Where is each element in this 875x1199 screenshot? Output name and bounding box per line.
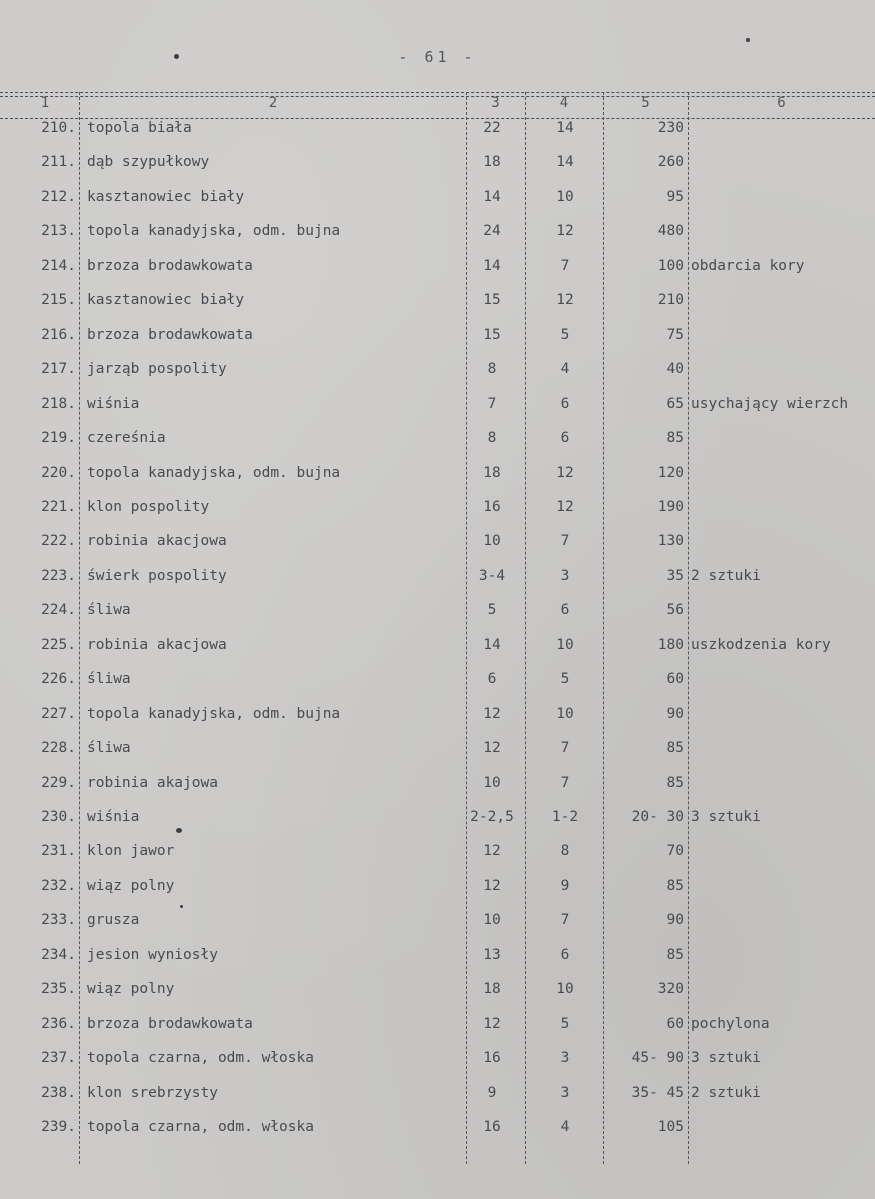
column-header: 4	[559, 95, 569, 111]
species-name: topola kanadyjska, odm. bujna	[87, 223, 341, 240]
value-col-5: 65	[666, 395, 684, 412]
value-col-3: 10	[483, 533, 501, 550]
value-col-5: 320	[657, 981, 684, 998]
species-name: wiąz polny	[87, 877, 175, 894]
value-col-3: 12	[483, 705, 501, 722]
value-col-5: 70	[666, 843, 684, 860]
remark: pochylona	[691, 1015, 770, 1032]
species-name: wiśnia	[87, 395, 140, 412]
species-name: topola kanadyjska, odm. bujna	[87, 464, 341, 481]
value-col-5: 35- 45	[631, 1084, 684, 1101]
value-col-4: 7	[560, 740, 570, 757]
value-col-3: 13	[483, 946, 501, 963]
value-col-4: 10	[556, 188, 574, 205]
species-name: topola kanadyjska, odm. bujna	[87, 705, 341, 722]
species-name: topola biała	[87, 120, 192, 136]
value-col-4: 12	[556, 292, 574, 309]
table-row	[0, 981, 875, 1015]
table-row	[0, 361, 875, 395]
table-row	[0, 189, 875, 223]
row-number: 218.	[41, 395, 76, 412]
row-number: 237.	[41, 1050, 76, 1067]
species-name: topola czarna, odm. włoska	[87, 1050, 314, 1067]
species-name: wiśnia	[87, 809, 140, 825]
species-name: brzoza brodawkowata	[87, 1015, 253, 1032]
species-name: brzoza brodawkowata	[87, 326, 253, 343]
value-col-5: 45- 90	[631, 1050, 684, 1067]
table-row	[0, 568, 875, 602]
value-col-3: 8	[487, 430, 497, 447]
value-col-5: 230	[657, 120, 684, 136]
species-name: dąb szypułkowy	[87, 154, 210, 171]
row-number: 236.	[41, 1015, 76, 1032]
value-col-3: 15	[483, 326, 501, 343]
value-col-3: 12	[483, 877, 501, 894]
value-col-4: 4	[560, 361, 570, 378]
value-col-3: 5	[487, 602, 497, 619]
species-name: brzoza brodawkowata	[87, 257, 253, 274]
row-number: 210.	[41, 120, 76, 136]
value-col-4: 10	[556, 981, 574, 998]
value-col-5: 56	[666, 602, 684, 619]
column-header: 5	[641, 95, 650, 111]
row-number: 231.	[41, 843, 76, 860]
row-number: 238.	[41, 1084, 76, 1101]
value-col-3: 8	[487, 361, 497, 378]
row-number: 215.	[41, 292, 76, 309]
species-name: kasztanowiec biały	[87, 292, 245, 309]
row-number: 214.	[41, 257, 76, 274]
value-col-3: 12	[483, 1015, 501, 1032]
table-row	[0, 843, 875, 877]
remark: usychający wierzch	[691, 395, 849, 412]
table-row	[0, 223, 875, 257]
table-row	[0, 878, 875, 912]
row-number: 225.	[41, 636, 76, 653]
row-number: 212.	[41, 188, 76, 205]
value-col-5: 60	[666, 1015, 684, 1032]
row-number: 228.	[41, 740, 76, 757]
species-name: jarząb pospolity	[87, 361, 227, 378]
table-row	[0, 1016, 875, 1050]
value-col-4: 6	[560, 946, 570, 963]
value-col-3: 15	[483, 292, 501, 309]
row-number: 235.	[41, 981, 76, 998]
remark: 2 sztuki	[691, 1084, 761, 1101]
table-row	[0, 258, 875, 292]
value-col-5: 260	[657, 154, 684, 171]
species-name: czereśnia	[87, 430, 166, 447]
value-col-4: 7	[560, 257, 570, 274]
value-col-4: 7	[560, 533, 570, 550]
value-col-5: 480	[657, 223, 684, 240]
table-row	[0, 120, 875, 154]
table-row	[0, 1119, 875, 1153]
row-number: 211.	[41, 154, 76, 171]
species-name: kasztanowiec biały	[87, 188, 245, 205]
species-name: śliwa	[87, 671, 131, 688]
value-col-3: 12	[483, 740, 501, 757]
value-col-5: 20- 30	[631, 809, 684, 825]
value-col-3: 10	[483, 912, 501, 929]
row-number: 239.	[41, 1119, 76, 1136]
speck	[174, 54, 179, 59]
value-col-5: 60	[666, 671, 684, 688]
value-col-3: 24	[483, 223, 501, 240]
table-row	[0, 465, 875, 499]
value-col-5: 190	[657, 498, 684, 515]
value-col-3: 18	[483, 154, 501, 171]
value-col-3: 10	[483, 774, 501, 791]
species-name: śliwa	[87, 740, 131, 757]
species-name: śliwa	[87, 602, 131, 619]
speck	[180, 905, 183, 908]
species-name: wiąz polny	[87, 981, 175, 998]
page-number: - 61 -	[398, 48, 477, 66]
table-row	[0, 499, 875, 533]
column-header: 6	[777, 95, 786, 111]
value-col-4: 12	[556, 498, 574, 515]
value-col-5: 95	[666, 188, 684, 205]
species-name: klon srebrzysty	[87, 1084, 218, 1101]
table-row	[0, 1085, 875, 1119]
value-col-4: 5	[560, 326, 570, 343]
column-header: 2	[268, 95, 278, 111]
row-number: 229.	[41, 774, 76, 791]
row-number: 216.	[41, 326, 76, 343]
value-col-5: 85	[666, 740, 684, 757]
value-col-5: 210	[657, 292, 684, 309]
value-col-5: 90	[666, 912, 684, 929]
value-col-4: 14	[556, 154, 574, 171]
speck	[746, 38, 750, 42]
row-number: 219.	[41, 430, 76, 447]
table-row	[0, 1050, 875, 1084]
value-col-5: 85	[666, 774, 684, 791]
value-col-3: 2-2,5	[470, 809, 514, 825]
table-row	[0, 327, 875, 361]
row-number: 213.	[41, 223, 76, 240]
species-name: jesion wyniosły	[87, 946, 218, 963]
species-name: robinia akajowa	[87, 774, 218, 791]
value-col-3: 9	[487, 1084, 497, 1101]
table-row	[0, 671, 875, 705]
row-number: 230.	[41, 809, 76, 825]
table-row	[0, 947, 875, 981]
value-col-5: 100	[657, 257, 684, 274]
species-name: klon pospolity	[87, 498, 210, 515]
species-name: topola czarna, odm. włoska	[87, 1119, 314, 1136]
value-col-4: 1-2	[551, 809, 579, 825]
table-row	[0, 775, 875, 809]
row-number: 222.	[41, 533, 76, 550]
row-number: 223.	[41, 567, 76, 584]
remark: uszkodzenia kory	[691, 636, 831, 653]
table-row	[0, 912, 875, 946]
table-row	[0, 740, 875, 774]
remark: 3 sztuki	[691, 1050, 761, 1067]
value-col-3: 16	[483, 498, 501, 515]
value-col-4: 12	[556, 223, 574, 240]
value-col-4: 10	[556, 636, 574, 653]
species-name: robinia akacjowa	[87, 636, 227, 653]
row-number: 221.	[41, 498, 76, 515]
value-col-4: 3	[560, 567, 570, 584]
species-name: grusza	[87, 912, 140, 929]
table-row	[0, 533, 875, 567]
table-row	[0, 154, 875, 188]
value-col-5: 35	[666, 567, 684, 584]
value-col-3: 6	[487, 671, 497, 688]
table-row	[0, 430, 875, 464]
row-number: 220.	[41, 464, 76, 481]
value-col-4: 7	[560, 774, 570, 791]
value-col-3: 14	[483, 188, 501, 205]
table-row	[0, 706, 875, 740]
species-name: świerk pospolity	[87, 567, 227, 584]
species-name: robinia akacjowa	[87, 533, 227, 550]
row-number: 224.	[41, 602, 76, 619]
value-col-5: 105	[657, 1119, 684, 1136]
value-col-3: 7	[487, 395, 497, 412]
value-col-5: 120	[657, 464, 684, 481]
value-col-3: 16	[483, 1119, 501, 1136]
value-col-5: 85	[666, 430, 684, 447]
value-col-4: 12	[556, 464, 574, 481]
value-col-5: 40	[666, 361, 684, 378]
value-col-3: 14	[483, 257, 501, 274]
value-col-5: 85	[666, 946, 684, 963]
value-col-3: 12	[483, 843, 501, 860]
value-col-3: 3-4	[478, 567, 506, 584]
table-row	[0, 637, 875, 671]
speck	[176, 828, 182, 833]
row-number: 227.	[41, 705, 76, 722]
value-col-5: 180	[657, 636, 684, 653]
value-col-3: 18	[483, 981, 501, 998]
row-number: 232.	[41, 877, 76, 894]
table-row	[0, 396, 875, 430]
row-number: 226.	[41, 671, 76, 688]
value-col-4: 7	[560, 912, 570, 929]
table-row	[0, 292, 875, 326]
value-col-4: 3	[560, 1084, 570, 1101]
value-col-4: 14	[556, 120, 574, 136]
value-col-5: 90	[666, 705, 684, 722]
value-col-3: 14	[483, 636, 501, 653]
remark: 2 sztuki	[691, 567, 761, 584]
value-col-4: 6	[560, 430, 570, 447]
header-rule-top	[0, 92, 875, 93]
remark: obdarcia kory	[691, 257, 805, 274]
value-col-3: 16	[483, 1050, 501, 1067]
value-col-5: 85	[666, 877, 684, 894]
species-name: klon jawor	[87, 843, 175, 860]
value-col-3: 22	[483, 120, 501, 136]
value-col-4: 4	[560, 1119, 570, 1136]
value-col-5: 130	[657, 533, 684, 550]
value-col-4: 6	[560, 602, 570, 619]
table-row	[0, 809, 875, 843]
column-header: 1	[40, 95, 50, 111]
value-col-4: 8	[560, 843, 570, 860]
table-row	[0, 602, 875, 636]
row-number: 233.	[41, 912, 76, 929]
row-number: 234.	[41, 946, 76, 963]
column-header: 3	[491, 95, 500, 111]
value-col-4: 5	[560, 1015, 570, 1032]
value-col-4: 3	[560, 1050, 570, 1067]
value-col-4: 6	[560, 395, 570, 412]
value-col-4: 5	[560, 671, 570, 688]
value-col-5: 75	[666, 326, 684, 343]
remark: 3 sztuki	[691, 809, 761, 825]
value-col-3: 18	[483, 464, 501, 481]
value-col-4: 10	[556, 705, 574, 722]
row-number: 217.	[41, 361, 76, 378]
header-rule-bottom	[0, 118, 875, 119]
value-col-4: 9	[560, 877, 570, 894]
